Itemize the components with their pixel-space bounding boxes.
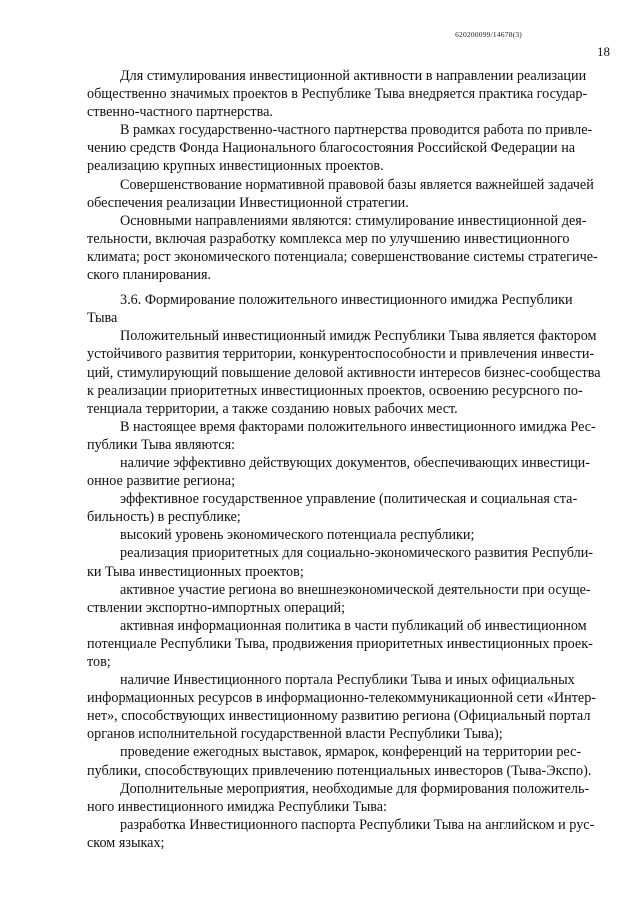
section-heading: 3.6. Формирование положительного инвестиционного имиджа Республики Тыва <box>87 292 573 327</box>
document-number: 620200099/14678(3) <box>455 30 522 39</box>
list-item: высокий уровень экономического потенциала республики; <box>120 527 475 544</box>
paragraph: Для стимулирования инвестиционной активности в направлении реализации общественно значимых проектов в Республике Тыва внедряется практика государ- ственно-частного партнерства. <box>87 68 588 121</box>
list-item: наличие Инвестиционного портала Республики Тыва и иных официальных информационных ресурсов в информационно-телекоммуникационной сети «Интер- нет», способствующих инвестиционному развитию региона (Официальный портал органов исполнительной государственной власти Республики Тыва); <box>87 672 597 743</box>
body-text <box>87 67 609 852</box>
list-item: эффективное государственное управление (политическая и социальная ста- бильность) в республике; <box>87 491 578 526</box>
list-item: реализация приоритетных для социально-экономического развития Республи- ки Тыва инвестиционных проектов; <box>87 545 594 580</box>
list-item: активное участие региона во внешнеэкономической деятельности при осуще- ствлении экспортно-импортных операций; <box>87 581 591 616</box>
page-number: 18 <box>597 44 610 59</box>
section-heading-block <box>87 291 609 327</box>
paragraph: Совершенствование нормативной правовой базы является важнейшей задачей обеспечения реализации Инвестиционной стратегии. <box>87 176 594 211</box>
paragraph: В настоящее время факторами положительного инвестиционного имиджа Рес- публики Тыва являются: <box>87 418 596 453</box>
list-item: активная информационная политика в части публикаций об инвестиционном потенциале Республики Тыва, продвижения приоритетных инвестиционных проек- тов; <box>87 617 593 670</box>
paragraph: Основными направлениями являются: стимулирование инвестиционной дея- тельности, включая разработку комплекса мер по улучшению инвестиционного климата; рост экономического потенциала; совершенствование системы стратегиче- ского планирования. <box>87 212 598 284</box>
list-item: проведение ежегодных выставок, ярмарок, конференций на территории рес- публики, способствующих привлечению потенциальных инвесторов (Тыва-Экспо). <box>87 744 592 779</box>
list-item: разработка Инвестиционного паспорта Республики Тыва на английском и рус- ском языках; <box>87 816 595 851</box>
list-item: наличие эффективно действующих документов, обеспечивающих инвестици- онное развитие региона; <box>87 454 590 490</box>
paragraph: Положительный инвестиционный имидж Республики Тыва является фактором устойчивого развития территории, конкурентоспособности и привлечения инвести- ций, стимулирующий повышение деловой активности интересов бизнес-сообщества к реализации приоритетных инвестиционных проектов, освоению ресурсного по- тенциала территории, а также созданию новых рабочих мест. <box>87 328 601 417</box>
paragraph: В рамках государственно-частного партнерства проводится работа по привле- чению средств Фонда Национального благосостояния Российской Федерации на реализацию крупных инвестиционных проектов. <box>87 122 593 175</box>
paragraph: Дополнительные мероприятия, необходимые для формирования положитель- ного инвестиционного имиджа Республики Тыва: <box>87 780 590 815</box>
